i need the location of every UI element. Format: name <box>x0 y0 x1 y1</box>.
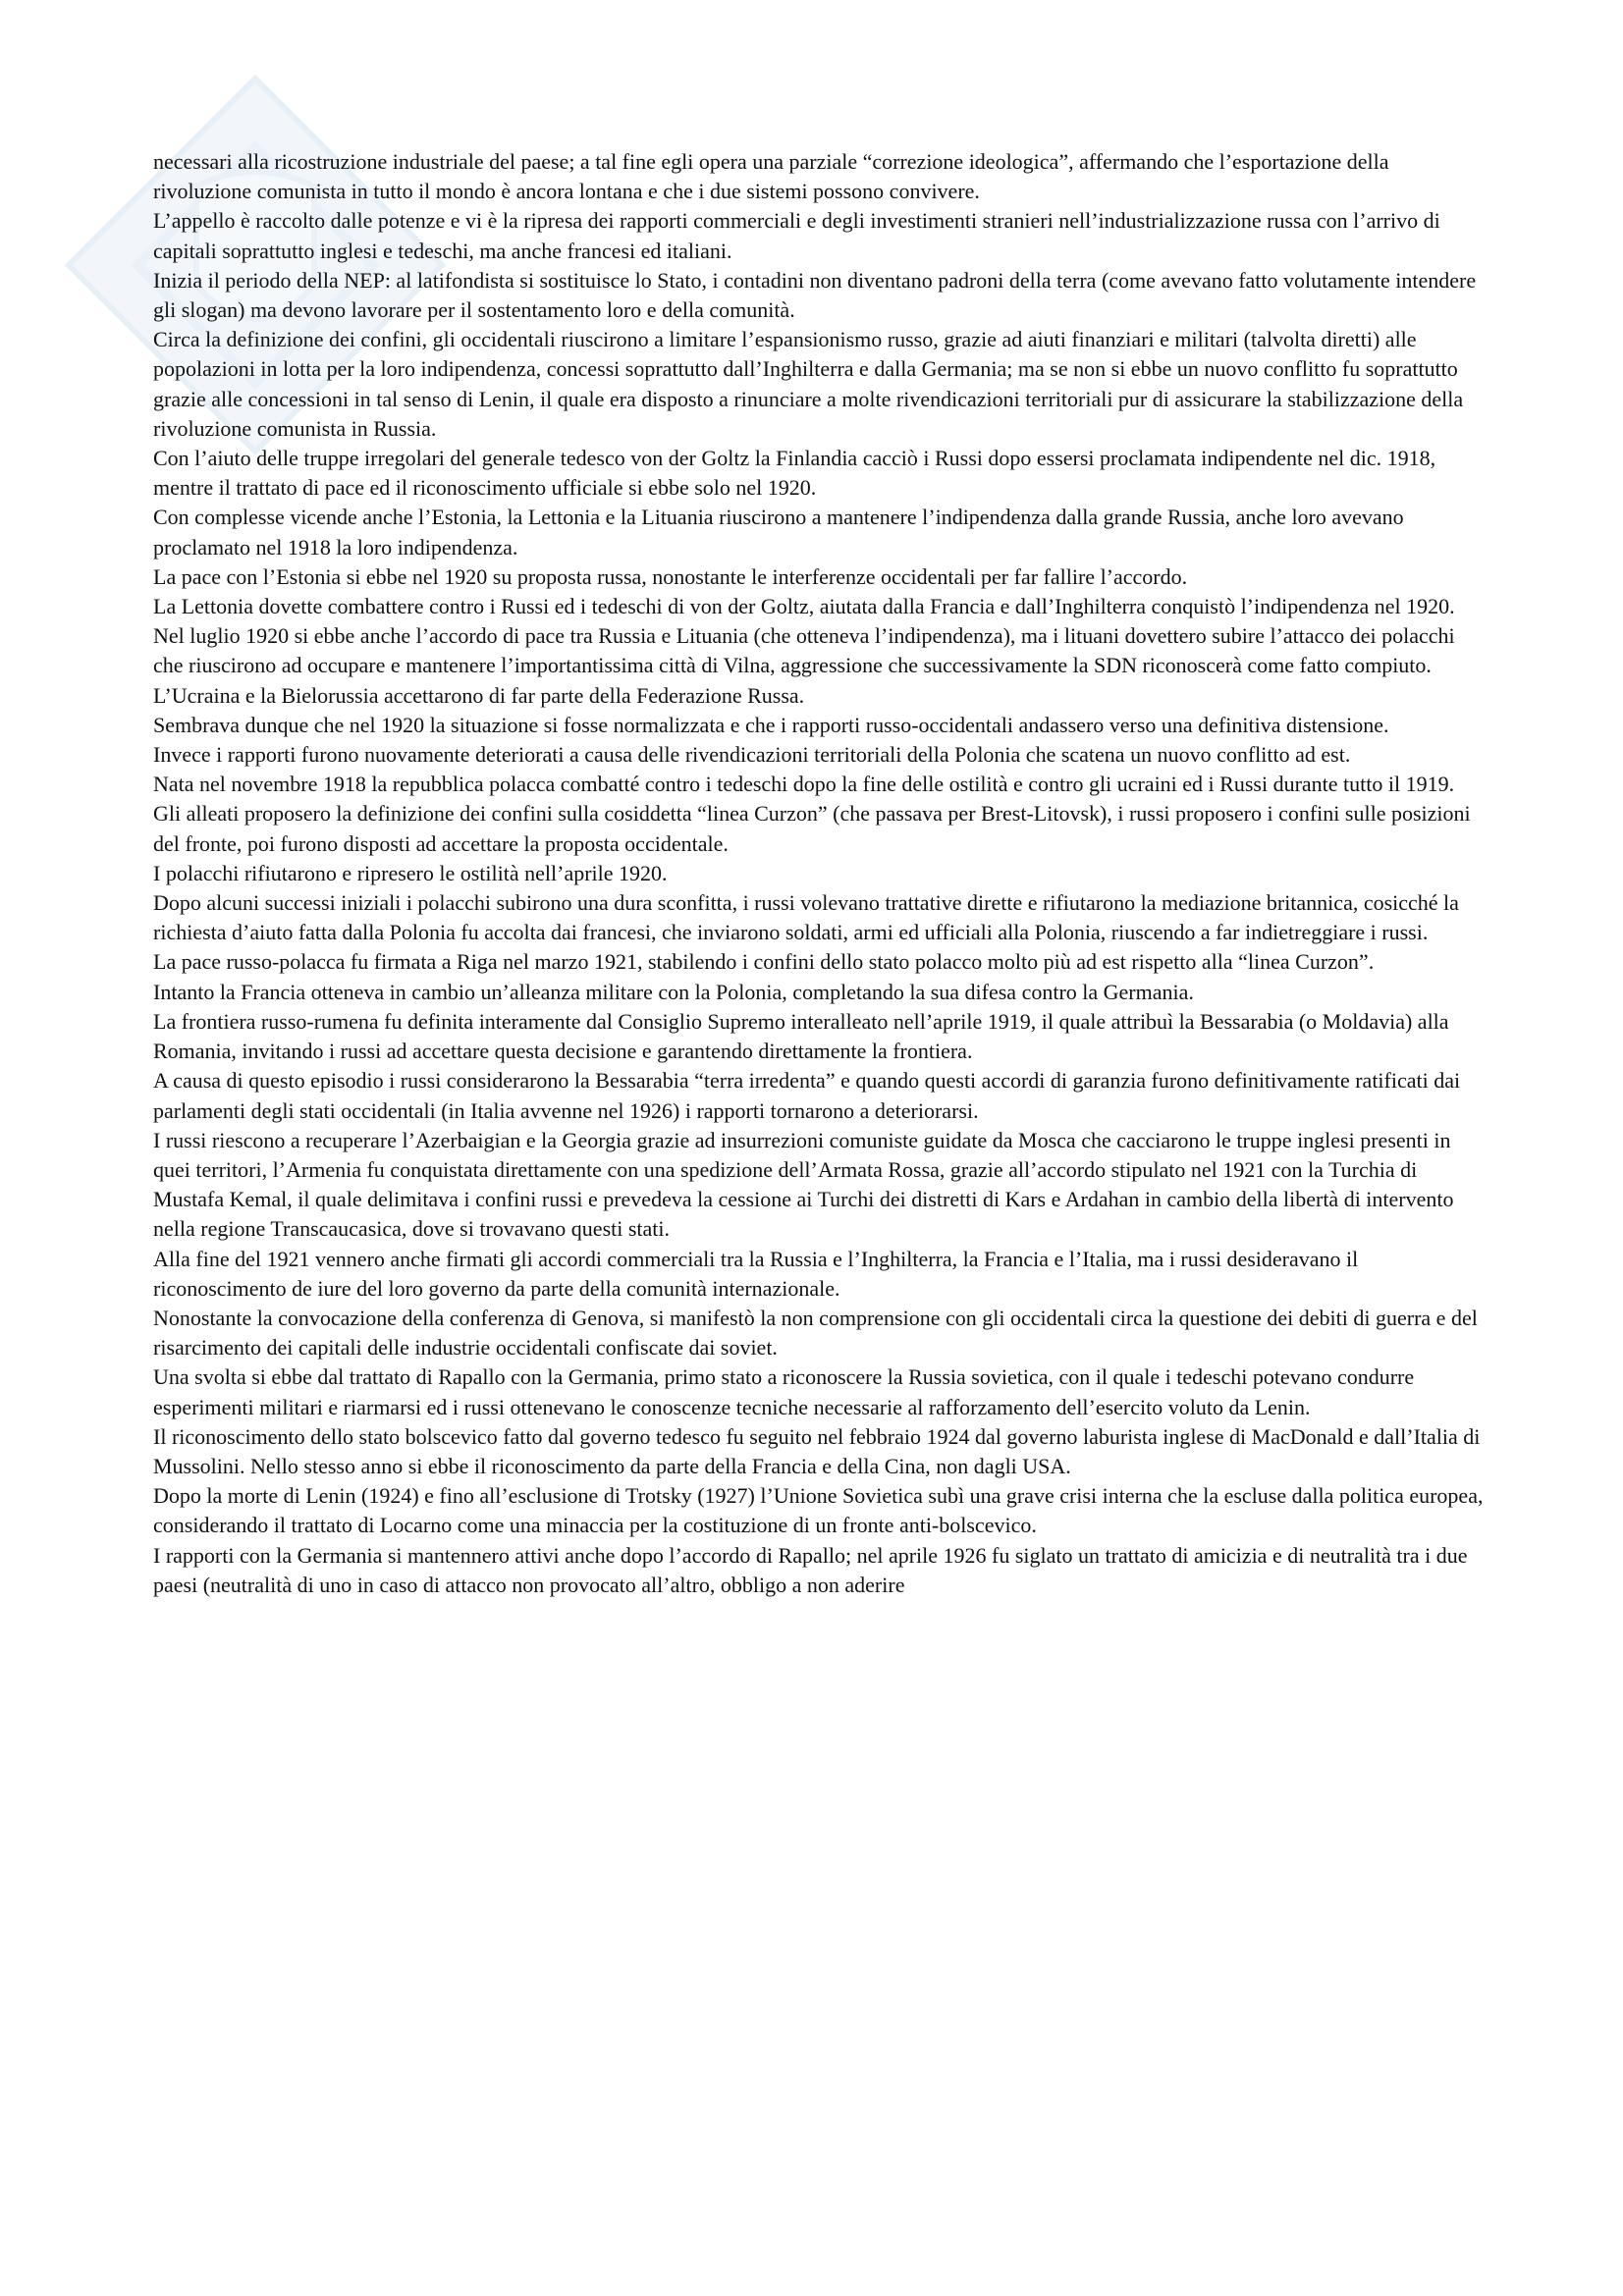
paragraph: Con complesse vicende anche l’Estonia, la Lettonia e la Lituania riuscirono a mantenere l’indipendenza dalla grande Russia, anche loro avevano proclamato nel 1918 la loro indipendenza. <box>153 505 1404 560</box>
paragraph: Gli alleati proposero la definizione dei confini sulla cosiddetta “linea Curzon” (che passava per Brest-Litovsk), i russi proposero i confini sulle posizioni del fronte, poi furono disposti ad accettare la proposta occidentale. <box>153 801 1471 856</box>
document-body <box>153 147 1484 1600</box>
paragraph: L’appello è raccolto dalle potenze e vi è la ripresa dei rapporti commerciali e degli investimenti stranieri nell’industrializzazione russa con l’arrivo di capitali soprattutto inglesi e tedeschi, ma anche francesi ed italiani. <box>153 208 1440 263</box>
paragraph: La pace russo-polacca fu firmata a Riga nel marzo 1921, stabilendo i confini dello stato polacco molto più ad est rispetto alla “linea Curzon”. <box>153 949 1375 975</box>
paragraph: I russi riescono a recuperare l’Azerbaigian e la Georgia grazie ad insurrezioni comuniste guidate da Mosca che cacciarono le truppe inglesi presenti in quei territori, l’Armenia fu conquistata direttamente con una spedizione dell’Armata Rossa, grazie all’accordo stipulato nel 1921 con la Turchia di Mustafa Kemal, il quale delimitava i confini russi e prevedeva la cessione ai Turchi dei distretti di Kars e Ardahan in cambio della libertà di intervento nella regione Transcaucasica, dove si trovavano questi stati. <box>153 1127 1454 1242</box>
paragraph: Sembrava dunque che nel 1920 la situazione si fosse normalizzata e che i rapporti russo-occidentali andassero verso una definitiva distensione. <box>153 712 1389 737</box>
paragraph: Dopo alcuni successi iniziali i polacchi subirono una dura sconfitta, i russi volevano trattative dirette e rifiutarono la mediazione britannica, cosicché la richiesta d’aiuto fatta dalla Polonia fu accolta dai francesi, che inviarono soldati, armi ed ufficiali alla Polonia, riuscendo a far indietreggiare i russi. <box>153 890 1459 945</box>
paragraph: Il riconoscimento dello stato bolscevico fatto dal governo tedesco fu seguito nel febbraio 1924 dal governo laburista inglese di MacDonald e dall’Italia di Mussolini. Nello stesso anno si ebbe il riconoscimento da parte della Francia e della Cina, non dagli USA. <box>153 1423 1481 1478</box>
paragraph: I polacchi rifiutarono e ripresero le ostilità nell’aprile 1920. <box>153 860 668 885</box>
paragraph: necessari alla ricostruzione industriale del paese; a tal fine egli opera una parziale “correzione ideologica”, affermando che l’esportazione della rivoluzione comunista in tutto il mondo è ancora lontana e che i due sistemi possono convivere. <box>153 149 1389 204</box>
paragraph: La Lettonia dovette combattere contro i Russi ed i tedeschi di von der Goltz, aiutata dalla Francia e dall’Inghilterra conquistò l’indipendenza nel 1920. <box>153 594 1455 619</box>
paragraph: I rapporti con la Germania si mantennero attivi anche dopo l’accordo di Rapallo; nel aprile 1926 fu siglato un trattato di amicizia e di neutralità tra i due paesi (neutralità di uno in caso di attacco non provocato all’altro, obbligo a non aderire <box>153 1542 1468 1597</box>
paragraph: Invece i rapporti furono nuovamente deteriorati a causa delle rivendicazioni territoriali della Polonia che scatena un nuovo conflitto ad est. <box>153 742 1351 768</box>
paragraph: L’Ucraina e la Bielorussia accettarono di far parte della Federazione Russa. <box>153 682 805 708</box>
paragraph: A causa di questo episodio i russi considerarono la Bessarabia “terra irredenta” e quando questi accordi di garanzia furono definitivamente ratificati dai parlamenti degli stati occidentali (in Italia avvenne nel 1926) i rapporti tornarono a deteriorarsi. <box>153 1068 1461 1123</box>
paragraph: Una svolta si ebbe dal trattato di Rapallo con la Germania, primo stato a riconoscere la Russia sovietica, con il quale i tedeschi potevano condurre esperimenti militari e riarmarsi ed i russi ottenevano le conoscenze tecniche necessarie al rafforzamento dell’esercito voluto da Lenin. <box>153 1364 1415 1419</box>
paragraph: Nonostante la convocazione della conferenza di Genova, si manifestò la non comprensione con gli occidentali circa la questione dei debiti di guerra e del risarcimento dei capitali delle industrie occidentali confiscate dai soviet. <box>153 1305 1478 1361</box>
paragraph: Nel luglio 1920 si ebbe anche l’accordo di pace tra Russia e Lituania (che otteneva l’indipendenza), ma i lituani dovettero subire l’attacco dei polacchi che riuscirono ad occupare e mantenere l’importantissima città di Vilna, aggressione che successivamente la SDN riconoscerà come fatto compiuto. <box>153 623 1455 678</box>
paragraph: Circa la definizione dei confini, gli occidentali riuscirono a limitare l’espansionismo russo, grazie ad aiuti finanziari e militari (talvolta diretti) alle popolazioni in lotta per la loro indipendenza, concessi soprattutto dall’Inghilterra e dalla Germania; ma se non si ebbe un nuovo conflitto fu soprattutto grazie alle concessioni in tal senso di Lenin, il quale era disposto a rinunciare a molte rivendicazioni territoriali pur di assicurare la stabilizzazione della rivoluzione comunista in Russia. <box>153 327 1464 441</box>
paragraph: La pace con l’Estonia si ebbe nel 1920 su proposta russa, nonostante le interferenze occidentali per far fallire l’accordo. <box>153 563 1188 589</box>
paragraph: Dopo la morte di Lenin (1924) e fino all’esclusione di Trotsky (1927) l’Unione Sovietica subì una grave crisi interna che la escluse dalla politica europea, considerando il trattato di Locarno come una minaccia per la costituzione di un fronte anti-bolscevico. <box>153 1483 1484 1538</box>
paragraph: Intanto la Francia otteneva in cambio un’alleanza militare con la Polonia, completando la sua difesa contro la Germania. <box>153 979 1194 1004</box>
paragraph: Inizia il periodo della NEP: al latifondista si sostituisce lo Stato, i contadini non diventano padroni della terra (come avevano fatto volutamente intendere gli slogan) ma devono lavorare per il sostentamento loro e della comunità. <box>153 267 1477 323</box>
paragraph: Nata nel novembre 1918 la repubblica polacca combatté contro i tedeschi dopo la fine delle ostilità e contro gli ucraini ed i Russi durante tutto il 1919. <box>153 772 1455 797</box>
paragraph: La frontiera russo-rumena fu definita interamente dal Consiglio Supremo interalleato nell’aprile 1919, il quale attribuì la Bessarabia (o Moldavia) alla Romania, invitando i russi ad accettare questa decisione e garantendo direttamente la frontiera. <box>153 1008 1449 1064</box>
paragraph: Alla fine del 1921 vennero anche firmati gli accordi commerciali tra la Russia e l’Inghilterra, la Francia e l’Italia, ma i russi desideravano il riconoscimento de iure del loro governo da parte della comunità internazionale. <box>153 1246 1359 1301</box>
paragraph: Con l’aiuto delle truppe irregolari del generale tedesco von der Goltz la Finlandia cacciò i Russi dopo essersi proclamata indipendente nel dic. 1918, mentre il trattato di pace ed il riconoscimento ufficiale si ebbe solo nel 1920. <box>153 446 1436 501</box>
